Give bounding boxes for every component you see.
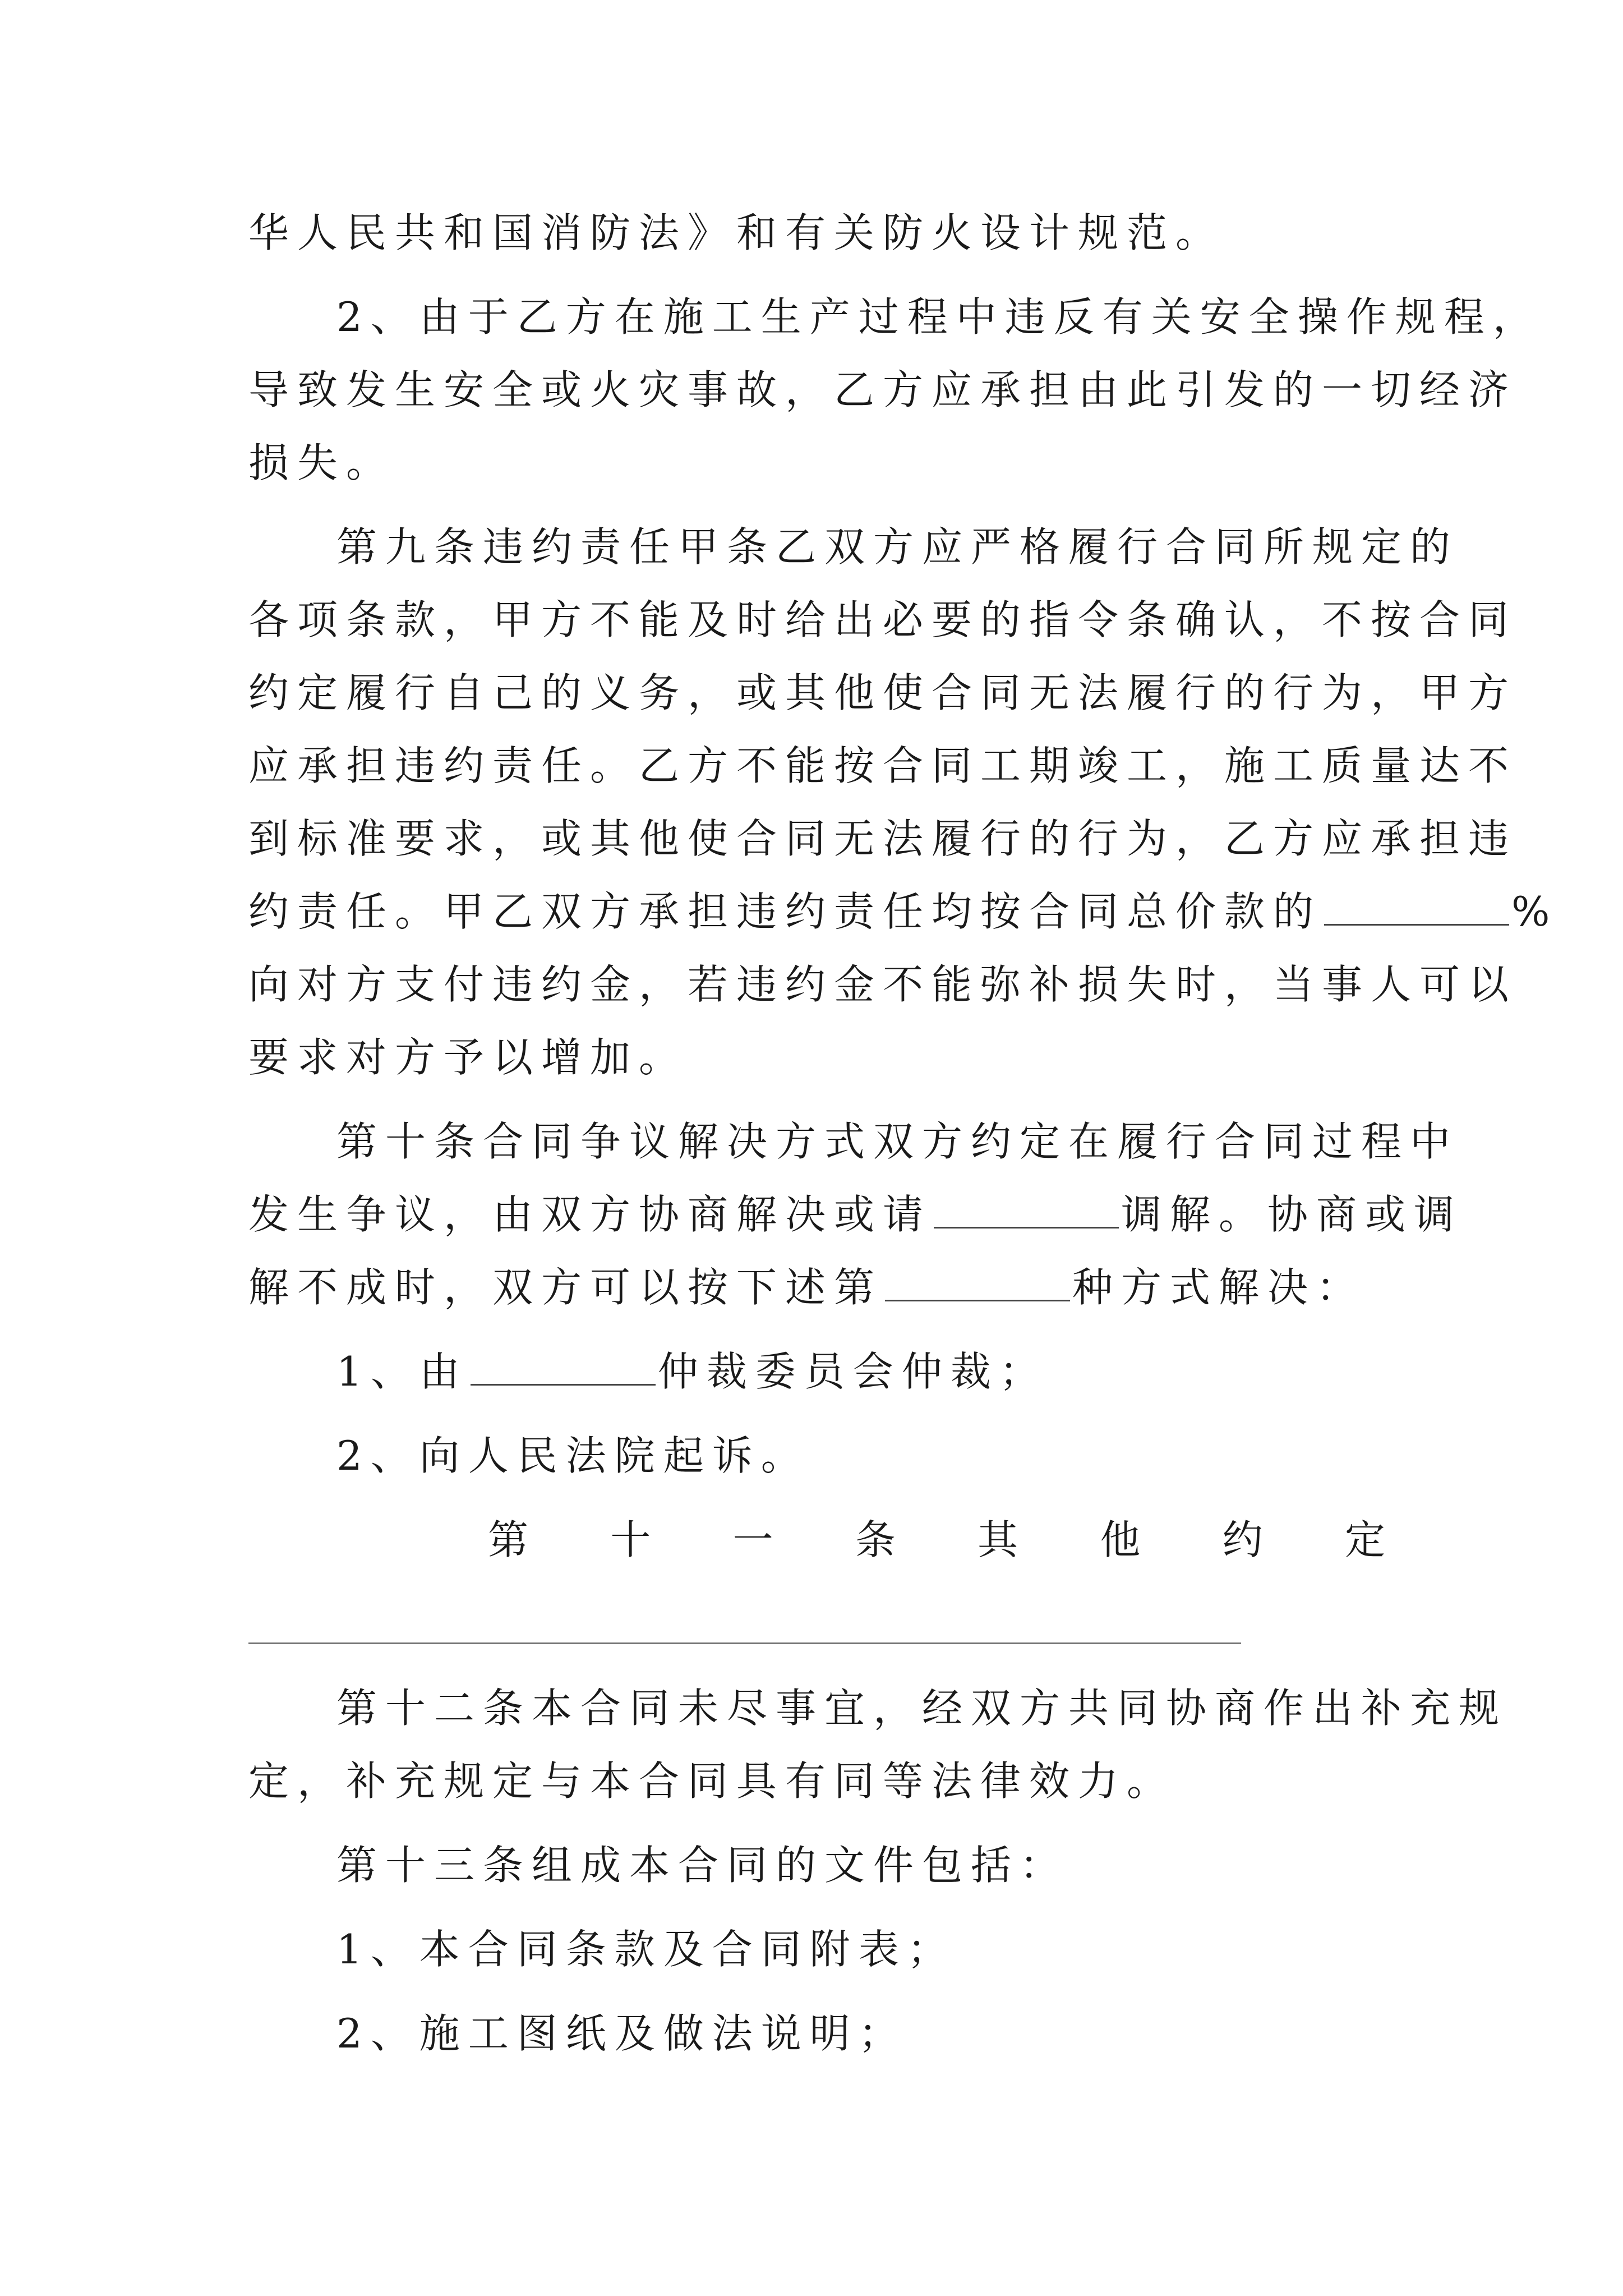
method-number-blank[interactable]	[885, 1265, 1070, 1301]
text-line: 华人民共和国消防法》和有关防火设计规范。	[248, 209, 1225, 256]
list-item: 1、本合同条款及合同附表；	[336, 1926, 956, 1973]
list-item: 2、施工图纸及做法说明；	[336, 2010, 907, 2057]
list-item: 1、由 仲裁委员会仲裁；	[336, 1348, 1048, 1395]
other-agreements-blank-line[interactable]	[248, 1642, 1241, 1644]
article-11-heading: 第 十 一 条 其 他 约 定	[488, 1516, 1385, 1563]
text-line: 向对方支付违约金，若违约金不能弥补损失时，当事人可以	[248, 961, 1518, 1008]
text-line: 到标准要求，或其他使合同无法履行的行为，乙方应承担违	[248, 815, 1518, 862]
text-line: 各项条款，甲方不能及时给出必要的指令条确认，不按合同	[248, 596, 1518, 643]
arbitration-blank[interactable]	[471, 1349, 656, 1386]
text-line: 解不成时，双方可以按下述第 种方式解决：	[248, 1264, 1366, 1311]
article-9-line: 第九条违约责任甲条乙双方应严格履行合同所规定的	[336, 523, 1459, 570]
text-line: 约定履行自己的义务，或其他使合同无法履行的行为，甲方	[248, 669, 1518, 716]
percent-blank[interactable]	[1324, 889, 1509, 926]
text-line: 定，补充规定与本合同具有同等法律效力。	[248, 1757, 1176, 1805]
text-line: 导致发生安全或火灾事故，乙方应承担由此引发的一切经济	[248, 366, 1518, 413]
text-line: 应承担违约责任。乙方不能按合同工期竣工，施工质量达不	[248, 742, 1518, 789]
list-item: 2、向人民法院起诉。	[336, 1432, 810, 1479]
text-line: 要求对方予以增加。	[248, 1034, 688, 1081]
article-10-line: 第十条合同争议解决方式双方约定在履行合同过程中	[336, 1118, 1459, 1165]
text-line: 约责任。甲乙双方承担违约责任均按合同总价款的 %	[248, 888, 1559, 935]
text-line: 损失。	[248, 439, 395, 486]
text-line: 2、由于乙方在施工生产过程中违反有关安全操作规程，	[336, 293, 1542, 341]
mediator-blank[interactable]	[934, 1192, 1119, 1228]
article-12-line: 第十二条本合同未尽事宜，经双方共同协商作出补充规	[336, 1685, 1508, 1732]
article-13-line: 第十三条组成本合同的文件包括：	[336, 1842, 1069, 1889]
text-line: 发生争议，由双方协商解决或请 调解。协商或调	[248, 1191, 1463, 1238]
